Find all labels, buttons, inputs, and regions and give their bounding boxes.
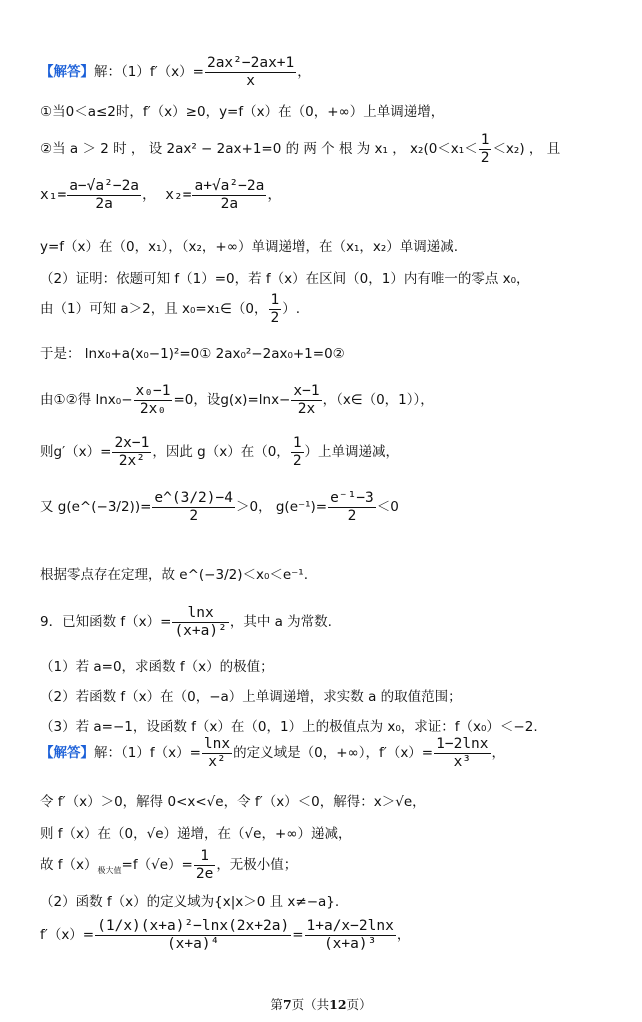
line-8: 于是： lnx₀+a(x₀−1)²=0① 2ax₀²−2ax₀+1=0②: [40, 346, 345, 362]
text: ，无极小值；: [216, 857, 298, 874]
line-22: [40, 918, 410, 952]
numerator: a+√a²−2a: [194, 178, 265, 194]
line-12: 根据零点存在定理，故 e^(−3/2)＜x₀＜e⁻¹.: [40, 567, 309, 583]
line-13: [40, 605, 332, 639]
text: 的定义域是（0，+∞），f′（x）=: [233, 745, 434, 762]
fraction: [152, 490, 235, 524]
x1-label: x₁=: [40, 187, 67, 204]
denominator: x²: [208, 753, 226, 770]
numerator: e⁻¹−3: [330, 490, 374, 506]
denominator: (x+a)²: [174, 622, 227, 639]
total-pages: 12: [329, 997, 347, 1012]
line-21: （2）函数 f（x）的定义域为{x|x＞0 且 x≠−a}.: [40, 894, 340, 910]
text: =f（√e）=: [121, 857, 193, 874]
line-9: [40, 383, 434, 417]
text: ②当 a ＞ 2 时 ， 设 2ax² − 2ax+1=0 的 两 个 根 为 x₁ ， x₂(0＜x₁＜: [40, 141, 478, 158]
line-7: [40, 292, 300, 326]
text: ＞0， g(e⁻¹)=: [235, 499, 328, 516]
fraction: [291, 383, 321, 417]
fraction: [112, 435, 151, 469]
footer-text: 第: [270, 997, 283, 1012]
numerator: x−1: [293, 383, 320, 399]
numerator: 1+a/x−2lnx: [306, 918, 394, 934]
answer-tag: 【解答】: [40, 64, 94, 81]
separator: ，: [142, 187, 157, 204]
numerator: lnx: [172, 605, 228, 623]
line-1: [40, 55, 311, 89]
fraction: [194, 848, 215, 882]
denominator: (x+a)³: [323, 935, 377, 952]
numerator: (1/x)(x+a)²−lnx(2x+2a): [97, 918, 290, 934]
answer-tag: 【解答】: [40, 745, 94, 762]
text: 由①②得 lnx₀−: [40, 392, 133, 409]
subscript: 极大值: [97, 865, 122, 875]
text: 9．已知函数 f（x）=: [40, 614, 172, 631]
numerator: 1: [292, 435, 302, 451]
text: 又 g(e^(−3/2))=: [40, 499, 152, 516]
text: 则g′（x）=: [40, 444, 112, 461]
x2-label: x₂=: [165, 187, 192, 204]
numerator: 1: [480, 132, 490, 148]
numerator: 2x−1: [114, 435, 150, 451]
fraction: [95, 918, 291, 952]
denominator: 2e: [195, 865, 214, 882]
text: 由（1）可知 a＞2，且 x₀=x₁∈（0，: [40, 301, 268, 318]
numerator: lnx: [203, 736, 231, 752]
numerator: 1: [194, 848, 215, 866]
text: ）.: [282, 301, 301, 318]
numerator: x₀−1: [135, 383, 171, 399]
text: 解：（1）f′（x）=: [94, 64, 204, 81]
line-18: 令 f′（x）＞0，解得 0<x<√e，令 f′（x）＜0，解得：x＞√e，: [40, 794, 426, 810]
denominator: 2x₀: [139, 400, 167, 417]
page-number: 7: [282, 997, 292, 1012]
line-10: [40, 435, 399, 469]
denominator: x: [246, 72, 255, 89]
denominator: 2x: [297, 400, 316, 417]
text: 解：（1）f（x）=: [94, 745, 201, 762]
denominator: 2a: [220, 195, 239, 212]
fraction: [67, 178, 141, 212]
denominator: 2x²: [118, 452, 145, 469]
fraction: [202, 736, 232, 770]
line-4: [40, 178, 282, 212]
fraction: [479, 132, 492, 166]
line-16: （3）若 a=−1，设函数 f（x）在（0，1）上的极值点为 x₀，求证：f（x₀）＜−2.: [40, 719, 538, 735]
line-3: [40, 132, 560, 166]
text: =0，设g(x)=lnx−: [173, 392, 291, 409]
text: ，: [396, 927, 411, 944]
text: ，（x∈（0，1）），: [322, 392, 434, 409]
text: 故 f（x）: [40, 857, 98, 874]
line-19: 则 f（x）在（0，√e）递增，在（√e，+∞）递减，: [40, 826, 352, 842]
text: ，因此 g（x）在（0，: [152, 444, 290, 461]
footer-text: 页（共: [291, 997, 330, 1012]
page-footer: [0, 995, 642, 1013]
denominator: (x+a)⁴: [166, 935, 220, 952]
text: ，: [297, 64, 311, 81]
line-14: （1）若 a=0，求函数 f（x）的极值；: [40, 659, 274, 675]
line-17: [40, 736, 505, 770]
fraction: [328, 490, 376, 524]
numerator: 1−2lnx: [436, 736, 489, 752]
text: ＜0: [376, 499, 399, 516]
text: ＜x₂) ， 且: [492, 141, 561, 158]
denominator: 2: [189, 507, 199, 524]
footer-text: 页）: [346, 997, 372, 1012]
denominator: 2: [292, 452, 302, 469]
fraction: [305, 918, 396, 952]
text: ，其中 a 为常数.: [229, 614, 332, 631]
text: =: [292, 927, 304, 944]
line-15: （2）若函数 f（x）在（0，−a）上单调递增，求实数 a 的取值范围；: [40, 689, 462, 705]
line-11: [40, 490, 399, 524]
numerator: e^(3/2)−4: [154, 490, 233, 506]
denominator: 2: [347, 507, 357, 524]
denominator: 2a: [95, 195, 113, 212]
denominator: x³: [453, 753, 472, 770]
line-6: （2）证明：依题可知 f（1）=0，若 f（x）在区间（0，1）内有唯一的零点 x₀，: [40, 271, 530, 287]
numerator: a−√a²−2a: [69, 178, 140, 194]
line-5: y=f（x）在（0，x₁），（x₂，+∞）单调递增，在（x₁，x₂）单调递减.: [40, 239, 459, 255]
denominator: 2: [270, 309, 280, 326]
denominator: 2: [480, 149, 490, 166]
text: ，: [491, 745, 506, 762]
fraction: [291, 435, 304, 469]
text: ）上单调递减，: [304, 444, 400, 461]
fraction: [269, 292, 282, 326]
fraction: [205, 55, 296, 89]
text: ，: [267, 187, 282, 204]
fraction: [192, 178, 266, 212]
fraction: [434, 736, 490, 770]
text: f′（x）=: [40, 927, 95, 944]
numerator: 1: [270, 292, 280, 308]
fraction: [134, 383, 173, 417]
line-20: [40, 848, 297, 882]
line-2: ①当0＜a≤2时，f′（x）≥0，y=f（x）在（0，+∞）上单调递增，: [40, 104, 445, 120]
fraction: [172, 605, 228, 639]
numerator: 2ax²−2ax+1: [206, 55, 295, 71]
